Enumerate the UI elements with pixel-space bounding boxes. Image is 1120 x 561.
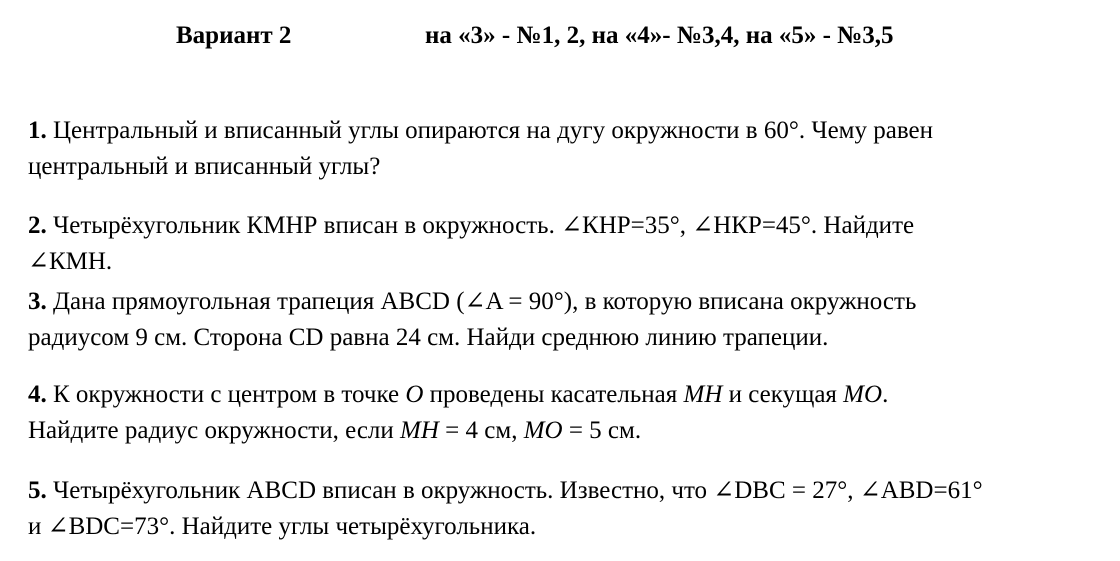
problem-3-number: 3.: [28, 288, 47, 315]
worksheet-header: [0, 22, 1120, 56]
problem-2-line-1: [28, 208, 1108, 244]
problem-2-text-1: Четырёхугольник КМНР вписан в окружность. ∠КНР=35°, ∠НКР=45°. Найдите: [46, 212, 915, 239]
secant-mo-label: MO: [843, 381, 883, 408]
problem-4-text-2c: = 5 см.: [562, 417, 642, 444]
problem-5-number: 5.: [28, 477, 47, 504]
problem-5: [28, 473, 1108, 545]
grading-criteria: на «3» - №1, 2, на «4»- №3,4, на «5» - №3,5: [425, 22, 894, 49]
problem-4-text-1c: и секущая: [722, 381, 844, 408]
mh-value-label: MH: [400, 417, 439, 444]
problem-4-line-2: [28, 413, 1108, 449]
problem-1-line-1: [28, 113, 1108, 149]
problem-4-text-1d: .: [882, 381, 889, 408]
problem-5-text-1: Четырёхугольник ABCD вписан в окружность. Известно, что ∠DBC = 27°, ∠ABD=61°: [46, 477, 983, 504]
problem-4-text-2b: = 4 см,: [438, 417, 524, 444]
problem-4-text-1b: проведены касательная: [423, 381, 684, 408]
problem-1-number: 1.: [28, 117, 47, 144]
problem-2-number: 2.: [28, 212, 47, 239]
problem-2: [28, 208, 1108, 280]
problem-4-text-2a: Найдите радиус окружности, если: [28, 417, 401, 444]
problem-3-line-2: радиусом 9 см. Сторона CD равна 24 см. Найди среднюю линию трапеции.: [28, 324, 829, 351]
problem-4-line-1: [28, 377, 1108, 413]
tangent-mh-label: MH: [683, 381, 723, 408]
mo-value-label: MO: [523, 417, 563, 444]
problem-4-number: 4.: [28, 381, 47, 408]
problem-1: [28, 113, 1108, 185]
problem-5-line-1: [28, 473, 1108, 509]
problem-1-text-1: Центральный и вписанный углы опираются на дугу окружности в 60°. Чему равен: [46, 117, 933, 144]
problem-2-line-2: ∠КМН.: [28, 248, 113, 275]
variant-title: Вариант 2: [176, 22, 292, 49]
problem-1-line-2: центральный и вписанный углы?: [28, 153, 381, 180]
problem-4-text-1a: К окружности с центром в точке: [46, 381, 406, 408]
problem-4: [28, 377, 1108, 449]
problem-5-line-2: и ∠BDC=73°. Найдите углы четырёхугольника.: [28, 513, 537, 540]
point-o-label: O: [405, 381, 424, 408]
problem-3-text-1: Дана прямоугольная трапеция ABCD (∠A = 90°), в которую вписана окружность: [46, 288, 917, 315]
problem-3: [28, 284, 1108, 356]
problem-3-line-1: [28, 284, 1108, 320]
